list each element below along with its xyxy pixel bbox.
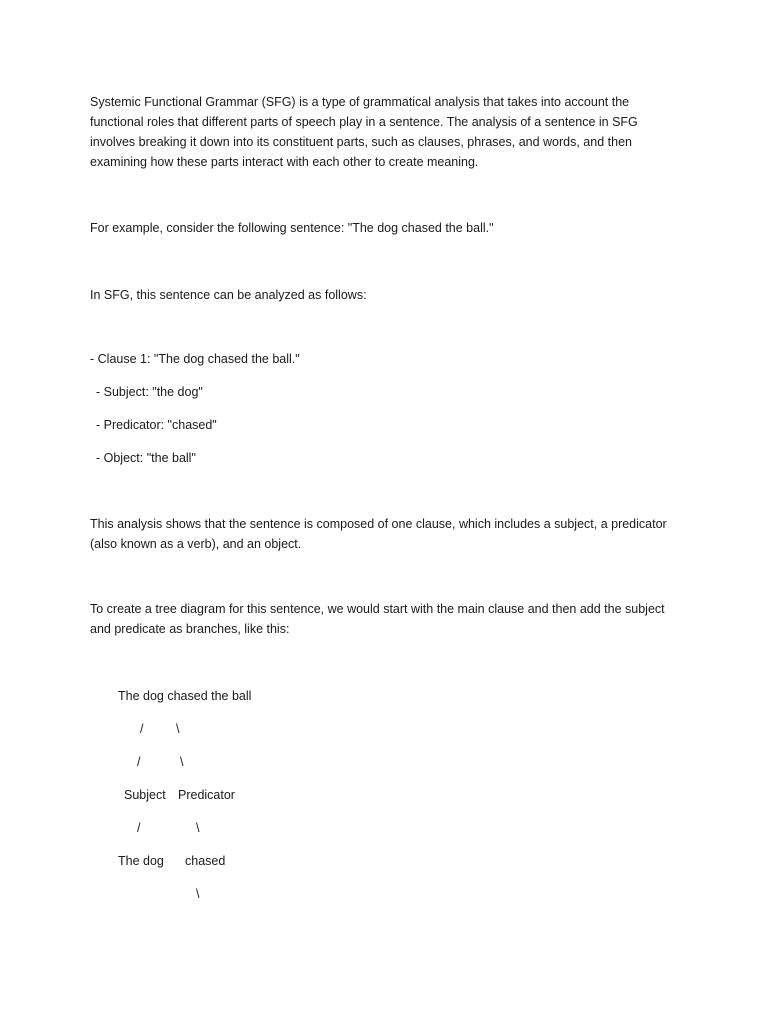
tree-branch-left-2: / [137, 755, 141, 769]
analysis-item-clause: - Clause 1: "The dog chased the ball." [90, 352, 300, 366]
intro-paragraph: Systemic Functional Grammar (SFG) is a type of grammatical analysis that takes into account the functional roles that different parts of speech play in a sentence. The analysis of a sentence in SFG involves breaking it down into its constituent parts, such as clauses, phrases, and words, and then examining how these parts interact with each other to create meaning. [90, 95, 638, 169]
analysis-intro: In SFG, this sentence can be analyzed as follows: [90, 288, 367, 302]
analysis-item-object: - Object: "the ball" [96, 451, 196, 465]
tree-predicator-leaf: chased [185, 854, 226, 868]
analysis-item-predicator: - Predicator: "chased" [96, 418, 217, 432]
tree-branch-left-1: / [140, 722, 144, 736]
tree-branch-right-3: \ [196, 821, 200, 835]
tree-intro-paragraph: To create a tree diagram for this sentence, we would start with the main clause and then add the subject and predicate as branches, like this: [90, 602, 665, 636]
tree-branch-right-4: \ [196, 887, 200, 901]
tree-root: The dog chased the ball [118, 689, 252, 703]
analysis-item-subject: - Subject: "the dog" [96, 385, 203, 399]
tree-branch-right-1: \ [176, 722, 180, 736]
summary-paragraph: This analysis shows that the sentence is composed of one clause, which includes a subject, a predicator (also known as a verb), and an object. [90, 517, 667, 551]
example-paragraph: For example, consider the following sentence: "The dog chased the ball." [90, 221, 494, 235]
tree-predicator-label: Predicator [178, 788, 235, 802]
tree-subject-label: Subject [124, 788, 166, 802]
tree-branch-right-2: \ [180, 755, 184, 769]
tree-subject-leaf: The dog [118, 854, 164, 868]
tree-branch-left-3: / [137, 821, 141, 835]
